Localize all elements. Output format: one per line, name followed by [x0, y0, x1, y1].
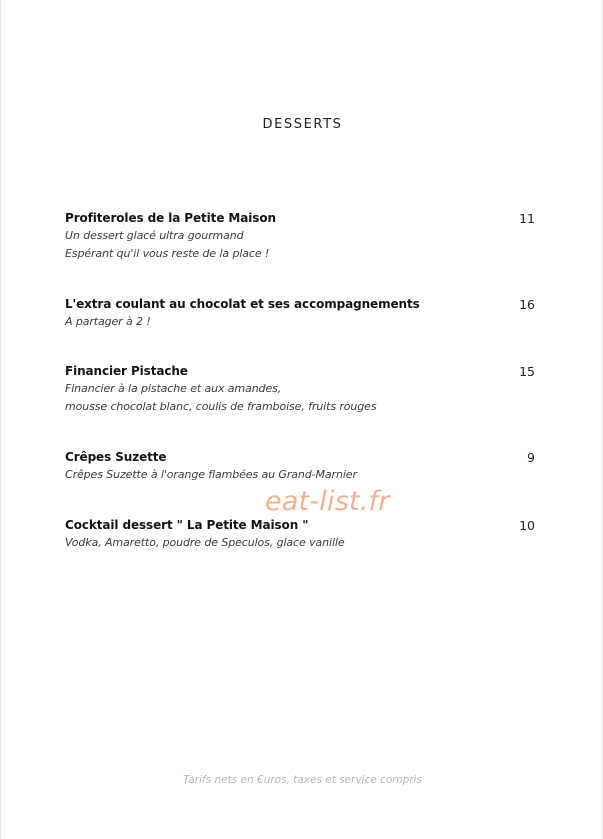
menu-item-coulant-chocolat — [65, 296, 540, 331]
item-price: 9 — [527, 450, 535, 465]
section-title: DESSERTS — [262, 117, 343, 132]
item-price: 10 — [519, 518, 535, 533]
item-price: 11 — [519, 211, 535, 226]
item-price: 15 — [519, 364, 535, 379]
item-description-line: mousse chocolat blanc, coulis de framboise, fruits rouges — [65, 400, 377, 413]
item-description-line: Vodka, Amaretto, poudre de Speculos, glace vanille — [65, 536, 345, 549]
item-description-line: Crêpes Suzette à l'orange flambées au Grand-Marnier — [65, 468, 357, 481]
menu-item-crepes-suzette — [65, 449, 540, 484]
item-description-line: Un dessert glacé ultra gourmand — [65, 229, 244, 242]
watermark: eat-list.fr — [265, 486, 390, 517]
menu-item-cocktail-dessert — [65, 517, 540, 552]
item-description-line: Espérant qu'il vous reste de la place ! — [65, 247, 270, 260]
item-name: Profiteroles de la Petite Maison — [65, 211, 276, 225]
item-description-line: Financier à la pistache et aux amandes, — [65, 382, 282, 395]
footer-note: Tarifs nets en €uros, taxes et service compris — [183, 774, 422, 786]
item-name: L'extra coulant au chocolat et ses accompagnements — [65, 297, 420, 311]
item-name: Financier Pistache — [65, 364, 188, 378]
menu-item-financier-pistache — [65, 363, 540, 416]
item-name: Cocktail dessert " La Petite Maison " — [65, 518, 309, 532]
item-description-line: A partager à 2 ! — [65, 315, 151, 328]
menu-item-profiteroles — [65, 210, 540, 263]
item-name: Crêpes Suzette — [65, 450, 167, 464]
item-price: 16 — [519, 297, 535, 312]
